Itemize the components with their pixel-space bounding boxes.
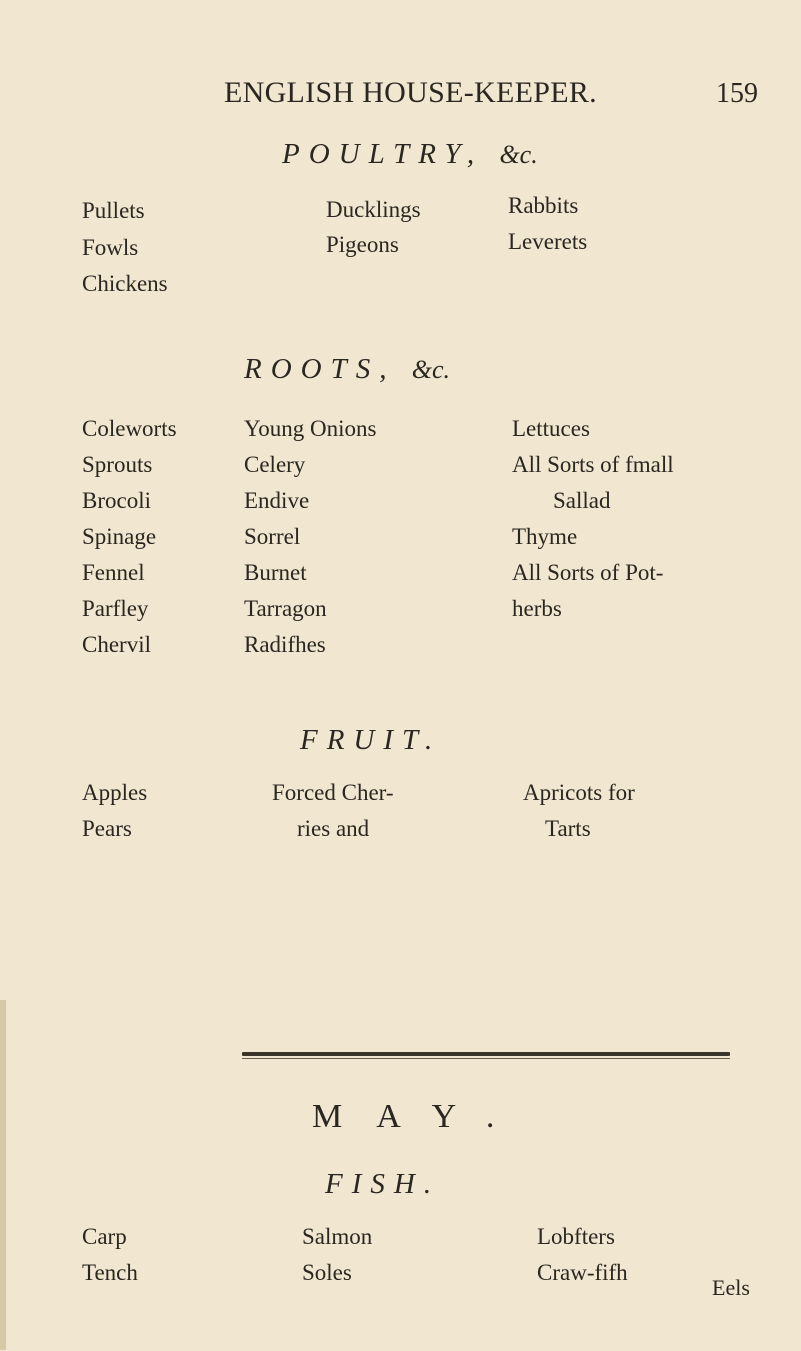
list-item: Pigeons <box>326 232 399 257</box>
list-item: Fennel <box>82 560 145 585</box>
list-item: Leverets <box>508 229 588 254</box>
list-item: Coleworts <box>82 416 177 441</box>
list-item: Craw-fifh <box>537 1260 628 1285</box>
list-item: herbs <box>512 596 562 621</box>
list-item: Lettuces <box>512 416 590 441</box>
roots-etc: &c. <box>411 355 450 384</box>
running-header: ENGLISH HOUSE-KEEPER. <box>224 76 597 109</box>
list-item: Apricots for <box>523 780 635 805</box>
list-item: Brocoli <box>82 488 151 513</box>
roots-heading <box>244 353 450 386</box>
list-item: Tench <box>82 1260 138 1285</box>
list-item: Soles <box>302 1260 352 1285</box>
list-item: Salmon <box>302 1224 373 1249</box>
list-item: Tarragon <box>244 596 327 621</box>
list-item: Sprouts <box>82 452 153 477</box>
list-item: ries and <box>297 816 370 841</box>
poultry-heading <box>282 138 538 171</box>
fish-heading: FISH. <box>325 1168 441 1200</box>
list-item: Celery <box>244 452 306 477</box>
list-item: Young Onions <box>244 416 377 441</box>
list-item: Fowls <box>82 235 139 260</box>
list-item: Lobfters <box>537 1224 615 1249</box>
list-item: Apples <box>82 780 148 805</box>
list-item: Sallad <box>553 488 611 513</box>
list-item: Rabbits <box>508 193 579 218</box>
divider-rule-thin <box>242 1058 730 1059</box>
list-item: Spinage <box>82 524 157 549</box>
list-item: All Sorts of fmall <box>512 452 674 477</box>
page-edge <box>0 1000 6 1350</box>
list-item: Endive <box>244 488 310 513</box>
roots-title: ROOTS, <box>244 353 396 385</box>
list-item: Chickens <box>82 271 168 296</box>
list-item: Ducklings <box>326 197 421 222</box>
list-item: Burnet <box>244 560 307 585</box>
list-item: Forced Cher- <box>272 780 394 805</box>
list-item: All Sorts of Pot- <box>512 560 664 585</box>
poultry-etc: &c. <box>499 140 538 169</box>
list-item: Carp <box>82 1224 127 1249</box>
list-item: Tarts <box>545 816 591 841</box>
list-item: Sorrel <box>244 524 301 549</box>
list-item: Radifhes <box>244 632 326 657</box>
month-heading: MAY. <box>312 1098 529 1135</box>
list-item: Pullets <box>82 198 145 223</box>
page-number: 159 <box>716 78 758 109</box>
list-item: Thyme <box>512 524 578 549</box>
divider-rule <box>242 1052 730 1056</box>
catchword: Eels <box>712 1275 750 1300</box>
fruit-heading: FRUIT. <box>300 724 442 756</box>
list-item: Pears <box>82 816 132 841</box>
list-item: Parfley <box>82 596 149 621</box>
poultry-title: POULTRY, <box>282 138 484 170</box>
list-item: Chervil <box>82 632 151 657</box>
